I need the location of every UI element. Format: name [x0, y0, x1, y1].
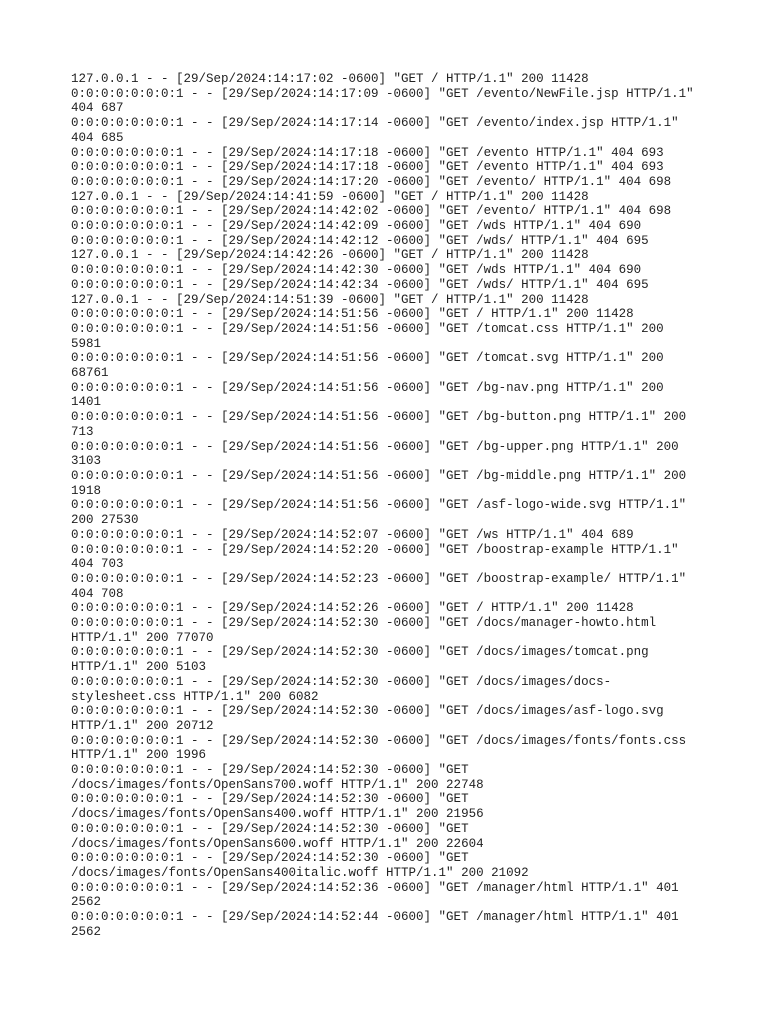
log-entry: 0:0:0:0:0:0:0:1 - - [29/Sep/2024:14:51:56 -0600] "GET /bg-button.png HTTP/1.1" 200 713 [71, 410, 687, 439]
log-entry: 0:0:0:0:0:0:0:1 - - [29/Sep/2024:14:42:02 -0600] "GET /evento/ HTTP/1.1" 404 698 [71, 204, 672, 219]
access-log-document [71, 72, 711, 939]
log-entry: 0:0:0:0:0:0:0:1 - - [29/Sep/2024:14:51:56 -0600] "GET /bg-upper.png HTTP/1.1" 200 3103 [71, 439, 679, 469]
log-entry: 0:0:0:0:0:0:0:1 - - [29/Sep/2024:14:42:34 -0600] "GET /wds/ HTTP/1.1" 404 695 [71, 277, 649, 292]
log-entry: 0:0:0:0:0:0:0:1 - - [29/Sep/2024:14:52:30 -0600] "GET /docs/images/docs- stylesheet.css HTTP/1.1" 200 6082 [71, 674, 612, 704]
log-entry: 0:0:0:0:0:0:0:1 - - [29/Sep/2024:14:52:20 -0600] "GET /boostrap-example HTTP/1.1" 404 703 [71, 542, 679, 572]
log-entry: 0:0:0:0:0:0:0:1 - - [29/Sep/2024:14:51:56 -0600] "GET /tomcat.css HTTP/1.1" 200 5981 [71, 321, 664, 351]
log-entry: 0:0:0:0:0:0:0:1 - - [29/Sep/2024:14:52:30 -0600] "GET /docs/images/fonts/OpenSans600.woff HTTP/1.1" 200 22604 [71, 821, 484, 851]
log-entry: 0:0:0:0:0:0:0:1 - - [29/Sep/2024:14:52:44 -0600] "GET /manager/html HTTP/1.1" 401 2562 [71, 910, 679, 939]
log-entry: 0:0:0:0:0:0:0:1 - - [29/Sep/2024:14:52:30 -0600] "GET /docs/images/fonts/OpenSans400.woff HTTP/1.1" 200 21956 [71, 792, 484, 822]
log-entry: 0:0:0:0:0:0:0:1 - - [29/Sep/2024:14:52:30 -0600] "GET /docs/images/tomcat.png HTTP/1.1" 200 5103 [71, 645, 649, 675]
log-entry: 0:0:0:0:0:0:0:1 - - [29/Sep/2024:14:51:56 -0600] "GET /tomcat.svg HTTP/1.1" 200 68761 [71, 351, 664, 381]
log-entry: 0:0:0:0:0:0:0:1 - - [29/Sep/2024:14:52:30 -0600] "GET /docs/images/fonts/OpenSans700.woff HTTP/1.1" 200 22748 [71, 763, 484, 792]
log-entry: 0:0:0:0:0:0:0:1 - - [29/Sep/2024:14:51:56 -0600] "GET /bg-middle.png HTTP/1.1" 200 1918 [71, 468, 687, 498]
log-entry: 0:0:0:0:0:0:0:1 - - [29/Sep/2024:14:52:30 -0600] "GET /docs/images/fonts/fonts.css HTTP/1.1" 200 1996 [71, 733, 687, 763]
log-entry: 0:0:0:0:0:0:0:1 - - [29/Sep/2024:14:52:36 -0600] "GET /manager/html HTTP/1.1" 401 2562 [71, 880, 679, 910]
log-entry: 127.0.0.1 - - [29/Sep/2024:14:41:59 -0600] "GET / HTTP/1.1" 200 11428 [71, 189, 589, 204]
log-entry: 0:0:0:0:0:0:0:1 - - [29/Sep/2024:14:42:30 -0600] "GET /wds HTTP/1.1" 404 690 [71, 263, 642, 278]
log-entry: 0:0:0:0:0:0:0:1 - - [29/Sep/2024:14:17:14 -0600] "GET /evento/index.jsp HTTP/1.1" 404 685 [71, 116, 679, 145]
log-entry: 0:0:0:0:0:0:0:1 - - [29/Sep/2024:14:17:09 -0600] "GET /evento/NewFile.jsp HTTP/1.1" 404 687 [71, 86, 694, 116]
log-entry: 0:0:0:0:0:0:0:1 - - [29/Sep/2024:14:42:09 -0600] "GET /wds HTTP/1.1" 404 690 [71, 219, 642, 234]
log-entry: 127.0.0.1 - - [29/Sep/2024:14:17:02 -0600] "GET / HTTP/1.1" 200 11428 [71, 72, 589, 86]
log-entry: 0:0:0:0:0:0:0:1 - - [29/Sep/2024:14:52:07 -0600] "GET /ws HTTP/1.1" 404 689 [71, 527, 634, 542]
log-entry: 0:0:0:0:0:0:0:1 - - [29/Sep/2024:14:17:18 -0600] "GET /evento HTTP/1.1" 404 693 [71, 145, 664, 160]
log-entry: 127.0.0.1 - - [29/Sep/2024:14:42:26 -0600] "GET / HTTP/1.1" 200 11428 [71, 248, 589, 263]
log-entry: 0:0:0:0:0:0:0:1 - - [29/Sep/2024:14:52:30 -0600] "GET /docs/manager-howto.html HTTP/1.1" 200 77070 [71, 616, 657, 645]
log-entry: 0:0:0:0:0:0:0:1 - - [29/Sep/2024:14:52:30 -0600] "GET /docs/images/asf-logo.svg HTTP/1.1" 200 20712 [71, 704, 664, 733]
log-entry: 127.0.0.1 - - [29/Sep/2024:14:51:39 -0600] "GET / HTTP/1.1" 200 11428 [71, 292, 589, 307]
log-entry: 0:0:0:0:0:0:0:1 - - [29/Sep/2024:14:42:12 -0600] "GET /wds/ HTTP/1.1" 404 695 [71, 233, 649, 248]
log-entry: 0:0:0:0:0:0:0:1 - - [29/Sep/2024:14:17:18 -0600] "GET /evento HTTP/1.1" 404 693 [71, 160, 664, 175]
log-entry: 0:0:0:0:0:0:0:1 - - [29/Sep/2024:14:51:56 -0600] "GET /asf-logo-wide.svg HTTP/1.1" 200 27530 [71, 498, 687, 528]
log-entry: 0:0:0:0:0:0:0:1 - - [29/Sep/2024:14:51:56 -0600] "GET / HTTP/1.1" 200 11428 [71, 307, 634, 322]
log-entry: 0:0:0:0:0:0:0:1 - - [29/Sep/2024:14:52:26 -0600] "GET / HTTP/1.1" 200 11428 [71, 601, 634, 616]
log-entry: 0:0:0:0:0:0:0:1 - - [29/Sep/2024:14:52:23 -0600] "GET /boostrap-example/ HTTP/1.1" 404 708 [71, 571, 687, 601]
log-entry: 0:0:0:0:0:0:0:1 - - [29/Sep/2024:14:52:30 -0600] "GET /docs/images/fonts/OpenSans400italic.woff HTTP/1.1" 200 21092 [71, 851, 529, 880]
log-entry: 0:0:0:0:0:0:0:1 - - [29/Sep/2024:14:51:56 -0600] "GET /bg-nav.png HTTP/1.1" 200 1401 [71, 380, 664, 410]
log-entry: 0:0:0:0:0:0:0:1 - - [29/Sep/2024:14:17:20 -0600] "GET /evento/ HTTP/1.1" 404 698 [71, 174, 672, 189]
